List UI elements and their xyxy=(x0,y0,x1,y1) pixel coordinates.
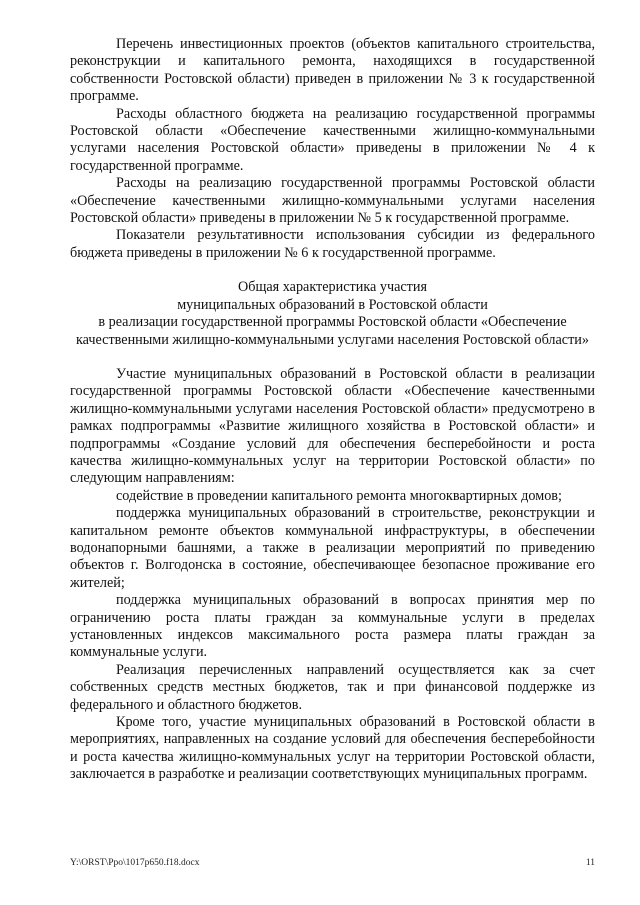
page-number: 11 xyxy=(585,858,595,868)
list-item-capital-repair: содействие в проведении капитального ремонта многоквартирных домов; xyxy=(116,487,562,504)
paragraph-regional-budget-expenses: Расходы областного бюджета на реализацию государственной программы Ростовской области «Обеспечение качественными жилищно-коммунальными услугами населения Ростовской области» приведены в приложении № 4 к государственной программе. xyxy=(70,105,595,174)
footer-file-path: Y:\ORST\Ppo\1017p650.f18.docx xyxy=(70,858,200,868)
paragraph-funding-sources: Реализация перечисленных направлений осуществляется как за счет собственных средств местных бюджетов, так и при финансовой поддержке из федерального и областного бюджетов. xyxy=(70,661,595,713)
heading-line: муниципальных образований в Ростовской области xyxy=(177,296,488,313)
list-item-payment-limits: поддержка муниципальных образований в вопросах принятия мер по ограничению роста платы граждан за коммунальные услуги в пределах установленных индексов максимального роста размера платы граждан за коммунальные услуги. xyxy=(70,592,595,661)
paragraph-municipal-participation: Участие муниципальных образований в Ростовской области в реализации государственной программы Ростовской области «Обеспечение качественными жилищно-коммунальными услугами населения Ростовской области» предусмотрено в рамках подпрограммы «Развитие жилищного хозяйства в Ростовской области» и подпрограммы «Создание условий для обеспечения бесперебойности и роста качества жилищно-коммунальных услуг на территории Ростовской области» по следующим направлениям: xyxy=(70,365,595,487)
list-item-infrastructure-support: поддержка муниципальных образований в строительстве, реконструкции и капитальном ремонте объектов коммунальной инфраструктуры, в обеспечении водонапорными башнями, а также в реализации мероприятий по приведению объектов г. Волгодонска в состояние, обеспечивающее безопасное проживание его жителей; xyxy=(70,505,595,591)
paragraph-program-expenses: Расходы на реализацию государственной программы Ростовской области «Обеспечение качественными жилищно-коммунальными услугами населения Ростовской области» приведены в приложении № 5 к государственной программе. xyxy=(70,175,595,227)
paragraph-municipal-programs: Кроме того, участие муниципальных образований в Ростовской области в мероприятиях, направленных на создание условий для обеспечения бесперебойности и роста качества жилищно-коммунальных услуг на территории Ростовской области, заключается в разработке и реализации соответствующих муниципальных программ. xyxy=(70,714,595,783)
heading-line: в реализации государственной программы Ростовской области «Обеспечение xyxy=(98,314,567,331)
paragraph-subsidy-indicators: Показатели результативности использования субсидии из федерального бюджета приведены в приложении № 6 к государственной программе. xyxy=(70,227,595,261)
heading-line: Общая характеристика участия xyxy=(238,279,427,296)
paragraph-investment-projects: Перечень инвестиционных проектов (объектов капитального строительства, реконструкции и капитального ремонта, находящихся в государственной собственности Ростовской области) приведен в приложении № 3 к государственной программе. xyxy=(70,36,595,105)
spacer xyxy=(70,349,595,366)
spacer xyxy=(70,262,595,279)
heading-line: качественными жилищно-коммунальными услугами населения Ростовской области» xyxy=(75,331,589,348)
document-page xyxy=(70,36,595,784)
section-heading xyxy=(70,279,595,349)
